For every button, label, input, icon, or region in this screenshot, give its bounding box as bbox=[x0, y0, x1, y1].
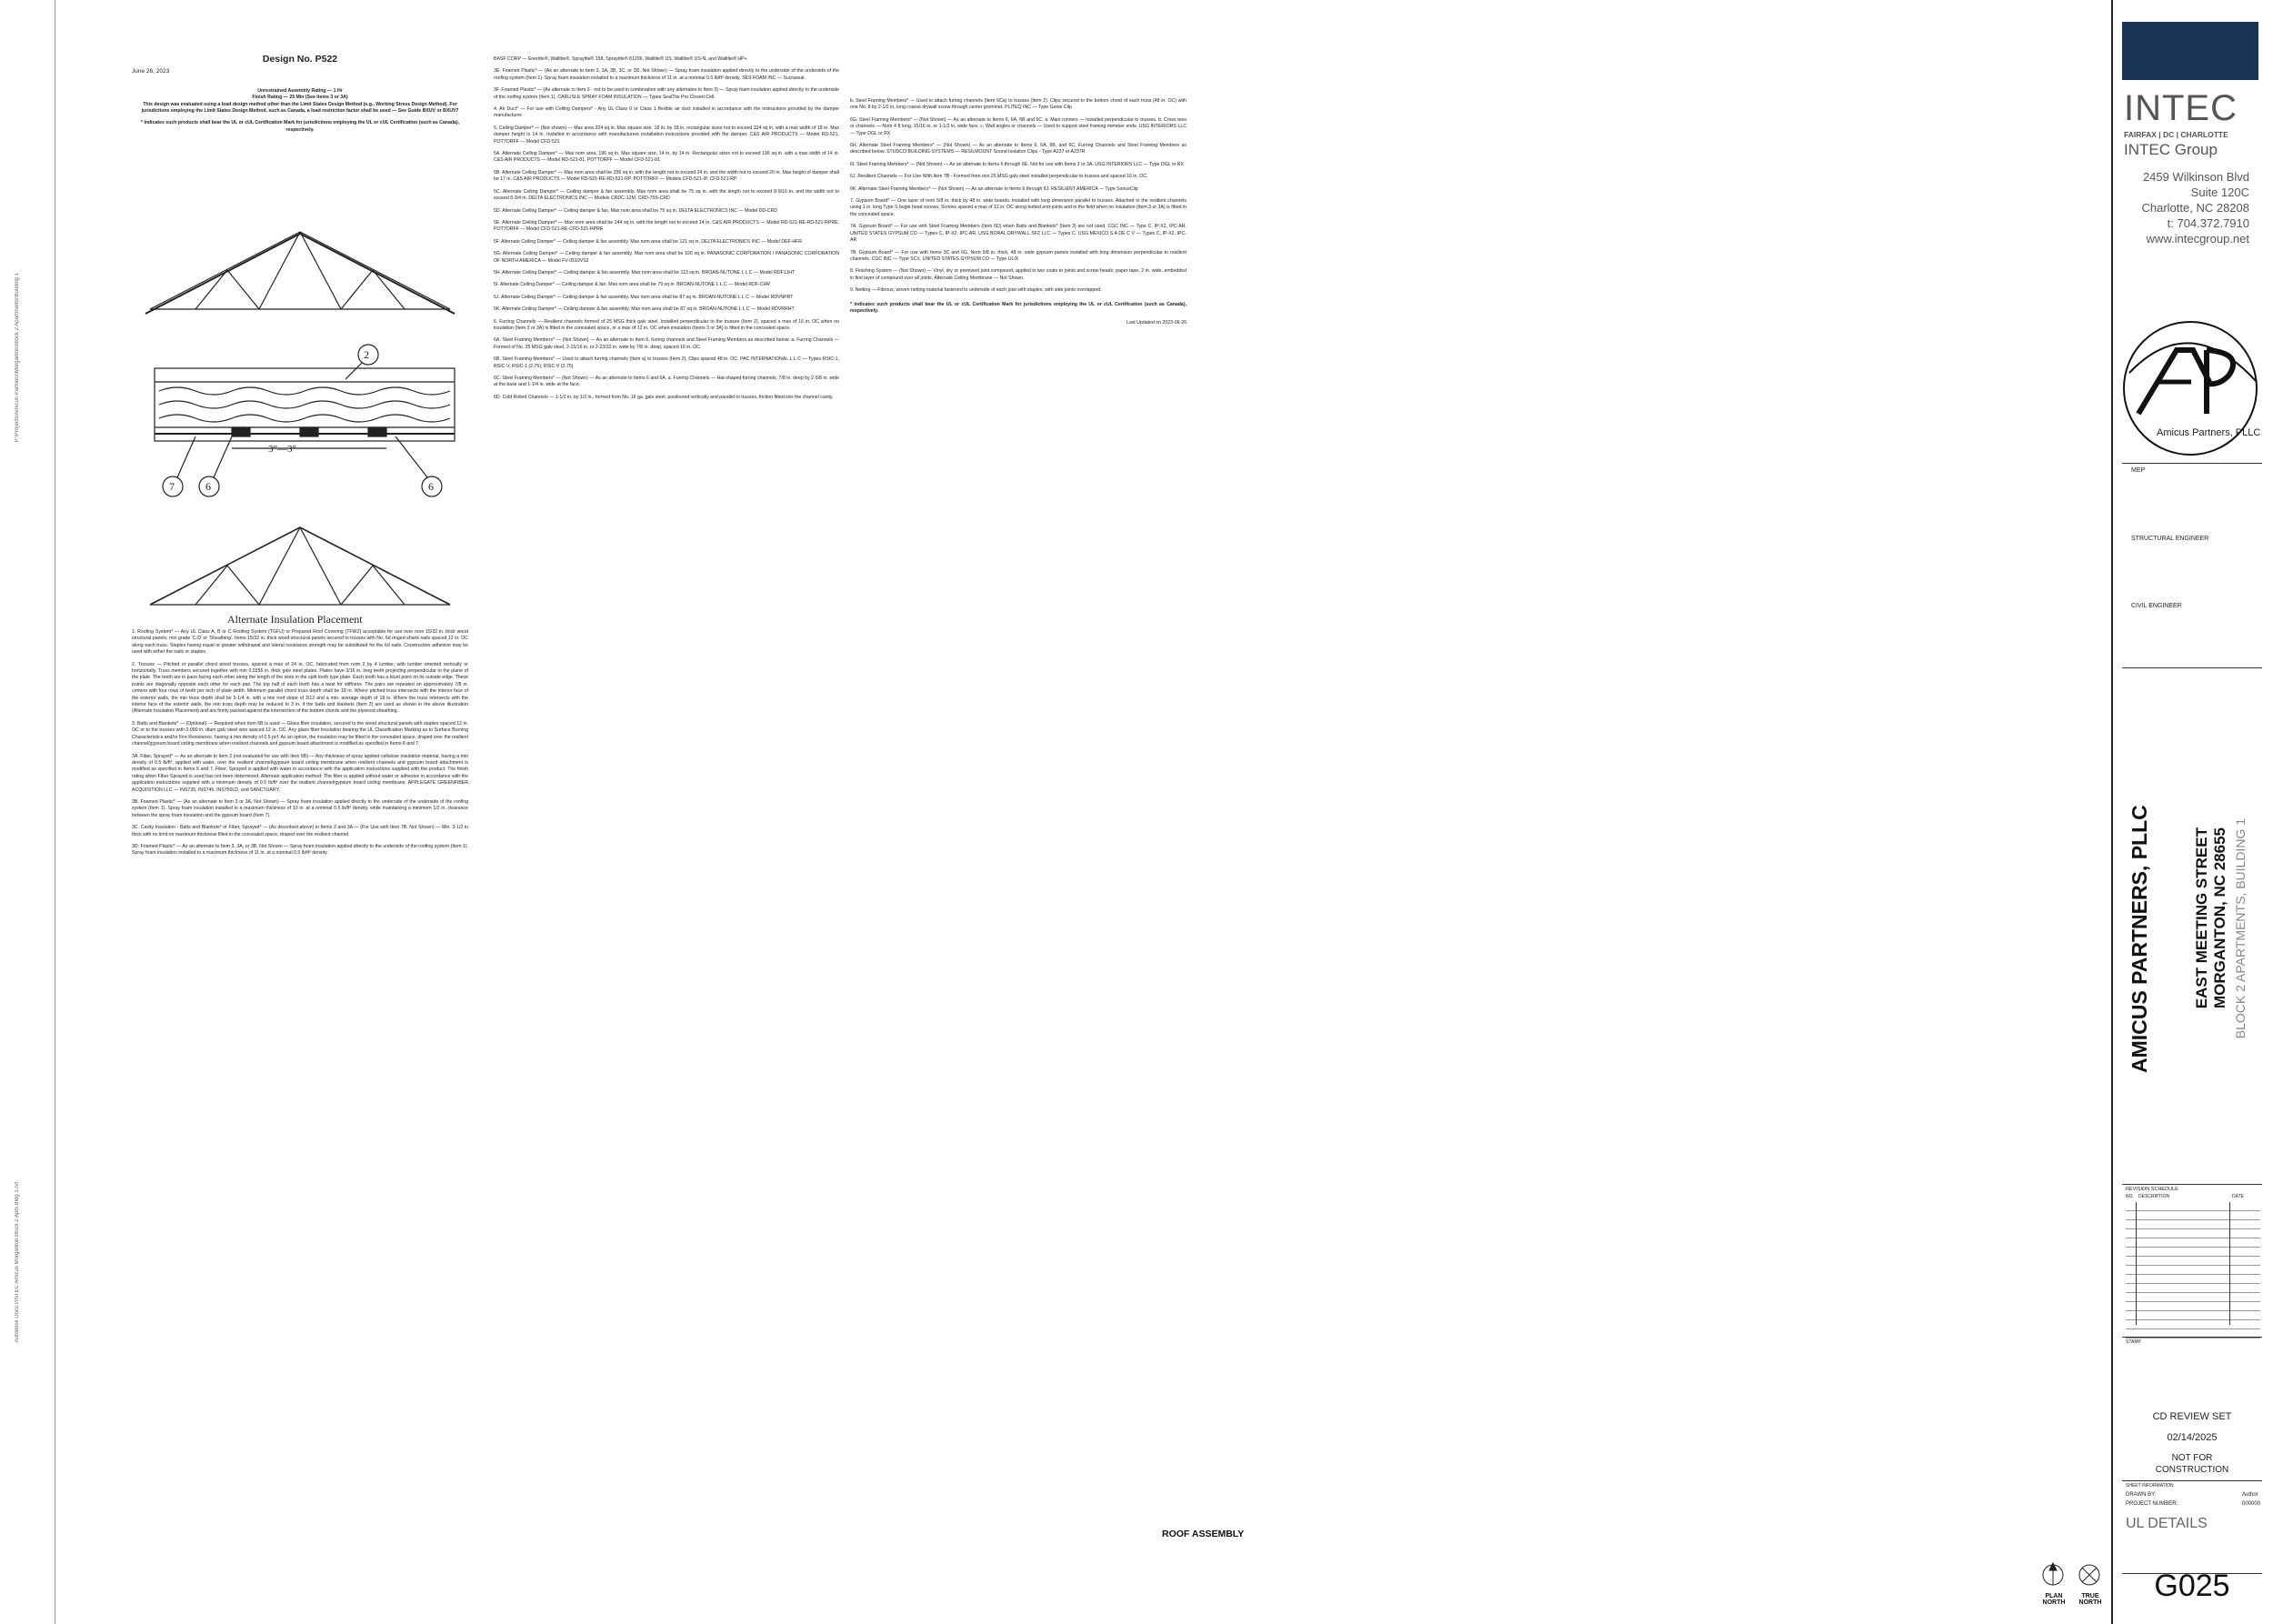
address-line-3: Charlotte, NC 28208 bbox=[2141, 201, 2249, 215]
address-line-2: Suite 120C bbox=[2190, 185, 2249, 199]
c3-p3: 6I. Steel Framing Members* — (Not Shown) — As an alternate to Items 6 through 6E. Not for use with Items 3 or 3A. USG INTERIORS LLC — Type DGL or RX bbox=[850, 161, 1185, 167]
intec-firm-name: INTEC bbox=[2124, 88, 2238, 128]
callout-2-label: 2 bbox=[364, 348, 369, 361]
document-column-3 bbox=[850, 98, 1187, 333]
c2-p14: 5J. Alternate Ceiling Damper* — Ceiling damper & fan assembly. Max nom area shall be 87 sq in. BROAN-NUTONE L L C — Model RDVNPRT bbox=[494, 294, 794, 300]
rev-row bbox=[2126, 1311, 2260, 1320]
project-number-value: 000000 bbox=[2242, 1501, 2261, 1507]
rating-2: Finish Rating — 25 Min (See Items 3 or 3A) bbox=[252, 95, 348, 101]
divider-1 bbox=[2122, 463, 2262, 464]
sheet-number: G025 bbox=[2154, 1569, 2230, 1603]
rev-col-desc: DESCRIPTION bbox=[2138, 1194, 2170, 1199]
rev-row bbox=[2126, 1320, 2260, 1329]
c3-p6: 7. Gypsum Board* — One layer of nom 5/8 in. thick by 48 in. wide boards, installed with long dimension parallel to trusses. Attached to the resilient channels using 1 in. long Type S bugle head screws. Screws spaced a max of 12 in. OC along butted end-joints and in the field when no insulation (Item 3 or 3A) is fitted in the concealed space. bbox=[850, 198, 1187, 217]
divider-5 bbox=[2122, 1480, 2262, 1481]
c3-p2: 6H. Alternate Steel Framing Members* — (Not Shown) — As an alternate to Items 6, 6A, 6B, and 6C, Furring Channels and Steel Framing Members as described below. STUDCO BUILDING SYSTEMS — RESILMOUNT Sound Isolation Clips - Type A237 or A237R bbox=[850, 143, 1187, 155]
c2-p12: 5H. Alternate Ceiling Damper* — Ceiling damper & fan assembly. Max nom area shall be 113 sq in. BROAN-NUTONE L L C — Model RDF1JHT bbox=[494, 269, 796, 276]
rev-row bbox=[2126, 1293, 2260, 1302]
c2-p2: 3F. Foamed Plastic* — (As alternate to Item 3 - not to be used in combination with any alternates to Item 3) — Spray foam insulation applied directly to the underside of the roofing system (Item 1). CARLISLE SPRAY FOAM INSULATION — Types SealTite Pro Closed Cell. bbox=[494, 87, 839, 100]
c2-p7: 5C. Alternate Ceiling Damper* — Ceiling damper & fan assembly. Max nom area shall be 75 sq in. with the length not to exceed 8-9/16 in. and the width not to exceed 8-3/4 in. DELTA ELECTRONICS INC — Models CRDC-12M, CRD-75S-CRD bbox=[494, 188, 839, 202]
item-3b: 3B. Foamed Plastic* — (As an alternate to Item 3 or 3A, Not Shown) — Spray foam insulation applied directly to the underside of the underside of the roofing system (Item 1). Spray foam insulation installed to a maximum thickness of 10 in. at a nominal 0.5 lb/ft³ density, while maintaining a minimum 1/2 in. clearance between the spray foam insulation and the gypsum board (Item 7). bbox=[132, 798, 468, 818]
cert-note: * Indicates such products shall bear the UL or cUL Certification Mark for jurisdictions employing the UL or cUL Certification (such as Canada), respectively. bbox=[140, 120, 460, 133]
rev-row bbox=[2126, 1202, 2260, 1211]
document-column-1 bbox=[132, 56, 468, 134]
callout-6b-label: 6 bbox=[428, 480, 434, 493]
c3-p1: 6G. Steel Framing Members* — (Not Shown) — As an alternate to Items 6, 6A, 6B and 6C. a. Main runners — Installed perpendicular to trusses. b. Cross tees or channels — Nom 4 ft long, 15/16 in. or 1-1/2 in. wide face. c. Wall angles or channels — Used to support steel framing member ends. USG INTERIORS LLC — Type DGL or RX bbox=[850, 116, 1187, 136]
last-updated: Last Updated on 2023-06-26 bbox=[1126, 320, 1187, 326]
c2-p4: 5. Ceiling Damper* — (Not shown) — Max area 324 sq in. Max square size, 18 in. by 18 in. rectangular sizes not to exceed 324 sq in. with a max width of 18 in. Max damper height is 14 in. Installed in accordance with manufacturers installation instructions provided with the damper. C&S AIR PRODUCTS — Model RD-521. POTTORFF — Model CFD-521 bbox=[494, 125, 839, 145]
revision-table bbox=[2126, 1202, 2260, 1338]
project-firm: AMICUS PARTNERS, PLLC bbox=[2128, 805, 2151, 1073]
item-1: 1. Roofing System* — Any UL Class A, B or C Roofing System (TGFU) or Prepared Roof Covering (TFWZ) acceptable for use over nom 15/32 in. thick wood structural panels; min grade 'C-D' or 'Sheathing'. Items 15/32 in. thick wood structural panels secured to trusses with No. 6d ringed shank nails spaced 12 in. OC along each truss. Staples having equal or greater withdrawal and lateral resistance strength may be substituted for the 6d nails. Construction adhesive may be used with either the nails or staples. bbox=[132, 629, 468, 656]
dimension-label: 3"—3" bbox=[268, 444, 296, 455]
rev-row bbox=[2126, 1229, 2260, 1238]
consultant-mep: MEP bbox=[2131, 467, 2146, 474]
truss-top-chord bbox=[150, 232, 450, 309]
side-file-path: P:\Projects\Amicus Partners\Morganton\Block 2 Apartments\Building 1 bbox=[15, 273, 20, 443]
c2-p17: 6A. Steel Framing Members* — (Not Shown) — As an alternate to Item 6, furring channels and Steel Framing Members as described below. a. Furring Channels — Formed of No. 25 MSG galv steel, 2-15/16 in. or 2-23/32 in. wide by 7/8 in. deep, spaced 16 in. OC. bbox=[494, 337, 839, 350]
item-3d: 3D. Foamed Plastic* — As an alternate to Item 3, 3A, or 3B, Not Shown — Spray foam insulation applied directly to the underside of the roofing system (Item 1). Spray foam insulation installed to a maximum thickness of 11 in. at a nominal 0.5 lb/ft³ density. bbox=[132, 843, 468, 857]
evaluation-note: This design was evaluated using a load design method other than the Limit States Design Method (e.g., Working Stress Design Method). For jurisdictions employing the Limit States Design Method, such as Canada, a load restriction factor shall be used — See Guide BXUV or BXUV7 bbox=[141, 101, 459, 115]
plan-north-label: PLAN NORTH bbox=[2042, 1593, 2066, 1606]
c2-p11: 5G. Alternate Ceiling Damper* — Ceiling damper & fan assembly. Max nom area shall be 100 sq in. PANASONIC CORPORATION / PANASONIC CORPORATION OF NORTH AMERICA — Model FV-0510VS2 bbox=[494, 251, 839, 264]
sheet-info-label: SHEET INFORMATION bbox=[2126, 1483, 2174, 1489]
side-file-model: Autodesk Docs://INTEC Amicus Morganton Block 2 Apts Bldg 1.rvt bbox=[15, 1182, 20, 1343]
sheet-footer-title: ROOF ASSEMBLY bbox=[1162, 1529, 1245, 1539]
item-3c: 3C. Cavity Insulation - Batts and Blankets* or Fiber, Sprayed* — (As described above) in Items 3 and 3A — (For Use with Item 7B, Not Shown) — Min. 3-1/2 in thick with no limit on maximum thickness filled in the concealed space, draped over the resilient channel. bbox=[132, 825, 468, 837]
c2-p6: 5B. Alternate Ceiling Damper* — Max nom area shall be 256 sq in. with the length not to exceed 24 in. and the width not to exceed 20 in. Max height of damper shall be 17 in. C&S AIR PRODUCTS — Model RD-521-RE-RD-521-RP. POTTORFF — Models CFD-521-IP, CFD-521-RP bbox=[494, 169, 839, 183]
true-north-label: TRUE NORTH bbox=[2078, 1593, 2102, 1606]
c2-p19: 6C. Steel Framing Members* — (Not Shown) — As an alternate to Items 6 and 6A. a. Furring Channels — Hat-shaped furring channels, 7/8 in. deep by 2-5/8 in. wide at the base and 1-1/4 in. wide at the face. bbox=[494, 376, 839, 388]
intec-website: www.intecgroup.net bbox=[2146, 232, 2249, 246]
sheet-name: UL DETAILS bbox=[2126, 1516, 2208, 1531]
project-number-label: PROJECT NUMBER: bbox=[2126, 1501, 2178, 1507]
c2-p16: 6. Furring Channels — Resilient channels formed of 25 MSG thick galv steel. Installed perpendicular to the trusses (Item 2), spaced a max of 16 in. OC when no insulation (Item 3 or 3A) is fitted in the concealed space, or a max of 12 in. OC when insulation (Items 3 or 3A) is fitted in the concealed space. bbox=[494, 318, 839, 331]
intec-phone: t: 704.372.7910 bbox=[2167, 216, 2249, 230]
rev-row bbox=[2126, 1257, 2260, 1266]
design-title: Design No. P522 bbox=[262, 54, 338, 65]
divider-4 bbox=[2122, 1337, 2262, 1338]
not-for-construction-2: CONSTRUCTION bbox=[2155, 1465, 2229, 1475]
c3-cert-note: * Indicates such products shall bear the UL or cUL Certification Mark for jurisdictions employing the UL or cUL Certification (such as Canada), respectively. bbox=[850, 301, 1187, 314]
review-date: 02/14/2025 bbox=[2167, 1432, 2218, 1443]
rev-col-no: NO. bbox=[2126, 1194, 2134, 1199]
c3-p4: 6J. Resilient Channels — For Use With Item 7B - Formed from min 25 MSG galv steel installed perpendicular to trusses and spaced 16 in. OC. bbox=[850, 174, 1148, 180]
callout-7-label: 7 bbox=[169, 480, 175, 493]
review-set: CD REVIEW SET bbox=[2152, 1411, 2232, 1422]
c3-p8: 7B. Gypsum Board* — For use with Items 3C and 6G. Nom 5/8 in. thick, 48 in. wide gypsum panels installed with long dimension perpendicular to resilient channels. CGC INC — Type SCX. UNITED STATES GYPSUM CO — Type ULIX bbox=[850, 249, 1187, 262]
rev-row bbox=[2126, 1238, 2260, 1248]
item-3: 3. Batts and Blankets* — (Optional) — Required when item 6B is used — Glass fiber insulation, secured to the wood structural panels with staples spaced 12 in. OC or to the trusses with 0.090 in. diam galv steel wire spaced 12 in. OC. Any glass fiber insulation bearing the UL Classification Marking as to Surface Burning Characteristics and/or Fire Resistance, having a min density of 0.5 pcf. As an option, the insulation may be fitted in the concealed space, draped over the resilient channel/gypsum board ceiling membrane when resilient channels and gypsum board attachment is modified as specified in Items 6 and 7. bbox=[132, 720, 468, 747]
rev-row bbox=[2126, 1220, 2260, 1229]
rev-row bbox=[2126, 1266, 2260, 1275]
c3-p10: 9. Netting — Fibrous, woven netting material fastened to underside of each joist with staples, with side joints overlapped. bbox=[850, 287, 1102, 294]
document-column-2 bbox=[494, 56, 839, 406]
rating-1: Unrestrained Assembly Rating — 1 Hr bbox=[257, 87, 343, 94]
consultant-structural: STRUCTURAL ENGINEER bbox=[2131, 536, 2209, 542]
project-building: BLOCK 2 APARTMENTS, BUILDING 1 bbox=[2233, 818, 2248, 1039]
revision-schedule-label: REVISION SCHEDULE bbox=[2126, 1187, 2178, 1192]
divider-3 bbox=[2122, 1184, 2262, 1185]
stamp-label: STAMP bbox=[2126, 1339, 2141, 1345]
c2-p10: 5F. Alternate Ceiling Damper* — Ceiling damper & fan assembly. Max nom area shall be 121 sq in. DELTA ELECTRONICS INC — Model DEF-HFR bbox=[494, 238, 803, 245]
rev-col-line bbox=[2136, 1202, 2137, 1325]
assembly-diagram bbox=[141, 223, 477, 632]
c2-p9: 5E. Alternate Ceiling Damper* — Max nom area shall be 144 sq in. with the length not to exceed 14 in. C&S AIR PRODUCTS — Model RD-521-RE-RD-521-RPRE. POTTORFF — Model CFD-521-RE-CFD-521-RPRE bbox=[494, 219, 839, 233]
c2-p8: 5D. Alternate Ceiling Damper* — Ceiling damper & fan. Max nom area shall be 75 sq in. DELTA ELECTRONICS INC — Model DD-CRD bbox=[494, 207, 778, 214]
intec-address bbox=[2133, 169, 2249, 246]
c2-p0: BASF CORP — Enertite®, Walltite®, Spraytite® 158, Spraytite® 81206, Walltite® US, Walltite® US-N, and Walltite® HP+ bbox=[494, 56, 747, 62]
intec-group: INTEC Group bbox=[2124, 141, 2218, 158]
c2-p1: 3E. Foamed Plastic* — (As an alternate to Item 3, 3A, 3B, 3C, or 3D, Not Shown) — Spray foam insulation applied directly to the underside of the underside of the roofing system (Item 1). Spray foam insulation installed to a maximum thickness of 11 in. at a nominal 0.5 lb/ft³ density. SES FOAM INC — Sucraseal. bbox=[494, 68, 839, 81]
rev-row bbox=[2126, 1275, 2260, 1284]
rev-col-date: DATE bbox=[2232, 1194, 2244, 1199]
north-arrows bbox=[2037, 1562, 2109, 1595]
item-2: 2. Trusses — Pitched or parallel chord wood trusses, spaced a max of 24 in. OC, fabricated from nom 2 by 4 lumber, with lumber oriented vertically or horizontally. Truss members secured together with min 0.0356 in. thick galv steel plates. Plates have 3/16 in. long teeth projecting perpendicular to the plane of the plate. The teeth are in pairs facing each other along the length of the slots in the split tooth type plate. Each tooth has a blunt point on its outside edge. These points are diagonally opposite each other for each pair. The top half of each tooth has a twist for stiffness. The pairs are repeated on approximately 7/8 in. centers with four rows of teeth per inch of plate width. Minimum parallel chord truss depth shall be 18 in. Where pitched truss intersects with the interior face of the exterior walls, the min truss depth shall be 5-1/4 in. with a min roof slope of 3/12 and a min. average depth of 18 in. Where the truss intersects with the interior face of the exterior walls, the min truss depth may be reduced to 3 in. if the batts and blankets (Item 3) are used as shown in the above illustration (Alternate Insulation Placement) and are firmly packed against the intersection of the bottom chords and the plywood sheathing. bbox=[132, 661, 468, 715]
column-1-items bbox=[132, 629, 468, 863]
project-street: EAST MEETING STREET bbox=[2193, 827, 2210, 1009]
rev-col-line bbox=[2229, 1202, 2230, 1325]
item-3a: 3A. Fiber, Sprayed* — As an alternate to Item 3 (not evaluated for use with Item 6B) — Any thickness of spray applied cellulose insulation material, having a min density of 0.5 lb/ft³, applied with water, over the resilient channel/gypsum board ceiling membrane when resilient channels and gypsum board attachment is modified as specified in Items 6 and 7. Fiber, Sprayed is applied with water in accordance with the application instructions supplied with the product. The finish rating when Fiber Sprayed is used has not been determined. Alternate application method: The fiber is applied without water or adhesive in accordance with the application instructions supplied with a minimum density of 0.5 lb/ft³ over the resilient channel/gypsum board ceiling membrane. APPLEGATE GREENFIBER ACQUISITION LLC — INS735, INS745, INS750LD, and SANCTUARY. bbox=[132, 753, 468, 793]
rev-row bbox=[2126, 1284, 2260, 1293]
amicus-logo-caption: Amicus Partners, PLLC bbox=[2157, 427, 2261, 438]
intec-offices: FAIRFAX | DC | CHARLOTTE bbox=[2124, 130, 2228, 139]
drawn-by-value: Author bbox=[2242, 1492, 2258, 1498]
project-city: MORGANTON, NC 28655 bbox=[2211, 827, 2228, 1009]
c3-p0: b. Steel Framing Members* — Used to attach furring channels (Item 6Ca) to trusses (Item 2). Clips secured to the bottom chord of each truss (48 in. OC) with one No. 8 by 2-1/2 in. long coarse drywall screw through center grommet. PLITEQ INC — Type Genie Clip bbox=[850, 98, 1187, 111]
c3-p7: 7A. Gypsum Board* — For use with Steel Framing Members (Item 6D) when Batts and Blankets* (Item 3) are not used. CGC INC — Type C, IP-X2, IPC-AR. UNITED STATES GYPSUM CO — Types C, IP-X2, IPC-AR. USG BORAL DRYWALL SFZ LLC — Types C. USG MEXICO S A DE C V — Types C, IP-X2, IPC-AR bbox=[850, 224, 1187, 244]
intec-logo-bg bbox=[2122, 22, 2258, 80]
c3-p9: 8. Finishing System — (Not Shown) — Vinyl, dry or premixed joint compound, applied in two coats to joints and screw-heads; paper tape, 2 in. wide, embedded in first layer of compound over all joints. Alternate Ceiling Membrane — Not Shown. bbox=[850, 268, 1187, 281]
not-for-construction-1: NOT FOR bbox=[2171, 1453, 2213, 1463]
c2-p20: 6D. Cold Rolled Channels — 1-1/2 in. by 1/2 in., formed from No. 16 ga. galv steel, positioned vertically and parallel to trusses, friction fitted into the channel cavity. bbox=[494, 394, 834, 400]
consultant-civil: CIVIL ENGINEER bbox=[2131, 603, 2182, 609]
rev-row bbox=[2126, 1211, 2260, 1220]
design-date: June 26, 2023 bbox=[132, 68, 170, 75]
rev-row bbox=[2126, 1302, 2260, 1311]
divider-2 bbox=[2122, 667, 2262, 668]
callout-6a-label: 6 bbox=[205, 480, 211, 493]
c2-p3: 4. Air Duct* — For use with Ceiling Dampers* - Any UL Class 0 or Class 1 flexible air duct installed in accordance with the instructions provided by the damper manufacturer. bbox=[494, 106, 839, 119]
rev-row bbox=[2126, 1248, 2260, 1257]
drawn-by-label: DRAWN BY: bbox=[2126, 1492, 2157, 1498]
diagram-caption: Alternate Insulation Placement bbox=[227, 613, 363, 626]
c3-p5: 6K. Alternate Steel Framing Members* — (Not Shown) — As an alternate to Items 6 through 6J. RESILIENT AMERICA — Type SonusClip bbox=[850, 185, 1138, 192]
address-line-1: 2459 Wilkinson Blvd bbox=[2142, 170, 2249, 184]
c2-p5: 5A. Alternate Ceiling Damper* — Max nom area, 196 sq in. Max square size, 14 in. by 14 in. Rectangular sizes not to exceed 196 sq in. with a max width of 14 in. C&S AIR PRODUCTS — Model RD-521-81. POTTORFF — Model CFD-521-81 bbox=[494, 151, 839, 164]
c2-p18: 6B. Steel Framing Members* — Used to attach furring channels (Item a) to trusses (Item 2). Clips spaced 48 in. OC. PAC INTERNATIONAL L L C — Types RSIC-1, RSIC-V, RSIC-1 (2.75), RSIC-V (2.75) bbox=[494, 356, 839, 369]
c2-p13: 5I. Alternate Ceiling Damper* — Ceiling damper & fan. Max nom area shall be 79 sq in. BROAN-NUTONE L L C — Model RDF-CHR bbox=[494, 282, 770, 288]
c2-p15: 5K. Alternate Ceiling Damper* — Ceiling damper & fan assembly. Max nom area shall be 87 sq in. BROAN-NUTONE L L C — Model RDVRRHT bbox=[494, 306, 795, 313]
